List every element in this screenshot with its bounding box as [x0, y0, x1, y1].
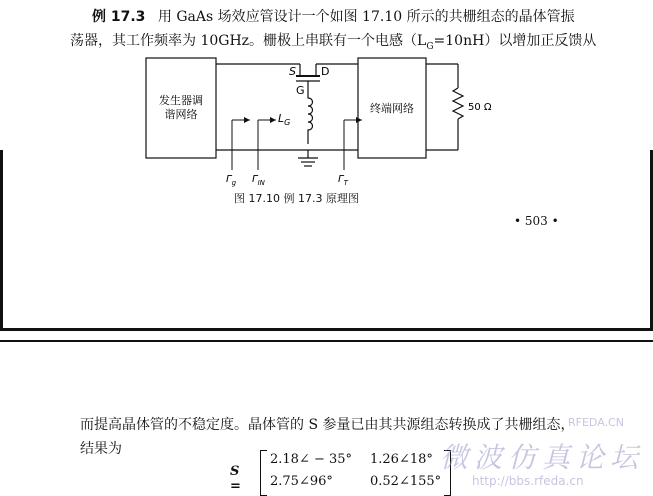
- page-number: • 503 •: [514, 214, 559, 228]
- continuation-line-2: 结果为: [80, 441, 122, 457]
- example-line-2: [70, 30, 596, 52]
- source-label: S: [289, 65, 296, 78]
- page-separator: [0, 328, 653, 342]
- terminal-network-label: 终端网络: [370, 102, 414, 115]
- page-bottom: [0, 342, 653, 494]
- watermark-brand: RFEDA.CN: [568, 416, 624, 429]
- resistor-label: 50 Ω: [468, 102, 492, 113]
- s-matrix-bracket-left: [260, 450, 267, 496]
- example-text-1: 用 GaAs 场效应管设计一个如图 17.10 所示的共栅组态的晶体管振: [157, 9, 575, 25]
- example-text-2-end: =10nH）以增加正反馈从: [433, 33, 597, 49]
- s-matrix-label: S =: [230, 464, 241, 494]
- gate-label: G: [296, 84, 305, 97]
- s21: 2.75∠96°: [270, 474, 333, 489]
- continuation-line-1: 而提高晶体管的不稳定度。晶体管的 S 参量已由其共源组态转换成了共栅组态，: [80, 417, 575, 433]
- example-text-2: 荡器，其工作频率为 10GHz。栅极上串联有一个电感（L: [70, 33, 427, 49]
- gamma-in-label: $\Gamma_{IN}$: [252, 174, 265, 187]
- s22: 0.52∠155°: [370, 474, 442, 489]
- watermark-cn: 微波仿真论坛: [440, 441, 645, 474]
- inductor-label: $L_G$: [278, 112, 291, 127]
- generator-tuning-label-2: 谐网络: [164, 108, 198, 121]
- gamma-t-label: $\Gamma_T$: [338, 174, 348, 187]
- example-line-1: [92, 6, 575, 26]
- watermark-url: http://bbs.rfeda.cn: [472, 474, 584, 488]
- s11: 2.18∠ − 35°: [270, 452, 353, 467]
- generator-tuning-label-1: 发生器调: [159, 94, 203, 107]
- example-label: 例 17.3: [92, 9, 146, 25]
- figure-caption: 图 17.10 例 17.3 原理图: [234, 192, 359, 205]
- example-text-2-sub: G: [426, 41, 434, 52]
- s12: 1.26∠18°: [370, 452, 433, 467]
- gamma-g-label: $\Gamma_g$: [226, 174, 237, 187]
- drain-label: D: [321, 65, 330, 78]
- gate-inductor: [308, 94, 313, 144]
- resistor-50ohm: [453, 88, 463, 119]
